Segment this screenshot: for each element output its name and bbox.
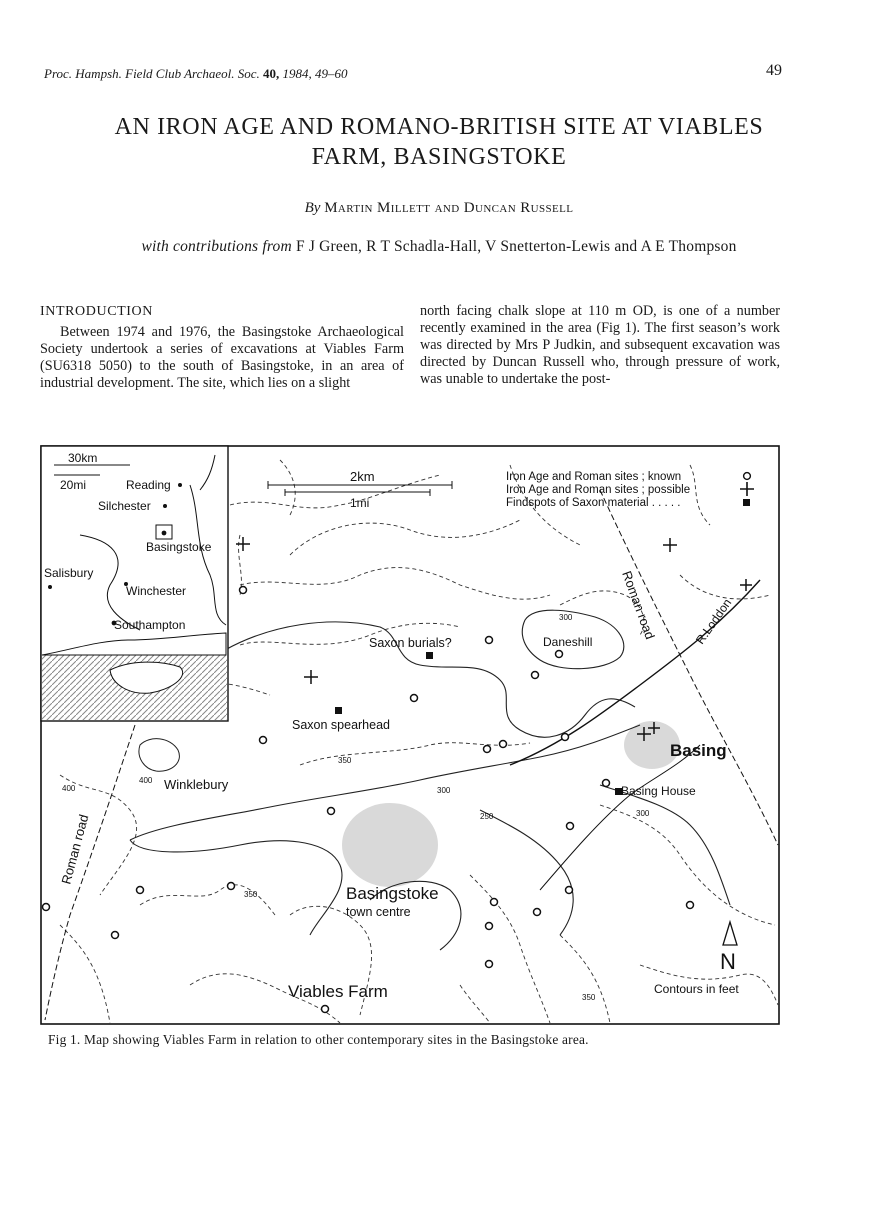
river-tributary (540, 745, 700, 890)
text-column-left (40, 303, 404, 392)
authors: Martin Millett and Duncan Russell (324, 200, 574, 216)
label-daneshill: Daneshill (543, 635, 593, 649)
label-basing-house: Basing House (621, 784, 696, 798)
contributors-line (40, 238, 838, 256)
legend-possible: Iron Age and Roman sites ; possible (506, 484, 691, 496)
north-label: N (720, 949, 736, 974)
scale-mi: 1mi (350, 496, 370, 510)
inset-place-salisbury: Salisbury (44, 566, 94, 580)
figure-caption: Fig 1. Map showing Viables Farm in relation to other contemporary sites in the Basingstoke area. (48, 1032, 589, 1047)
byline-by: By (304, 200, 321, 216)
contour-value: 300 (636, 809, 650, 818)
legend-saxon-symbol (743, 499, 750, 506)
contour-value: 350 (338, 756, 352, 765)
label-basingstoke: Basingstoke (346, 884, 439, 903)
inset-scale-km: 30km (68, 451, 98, 465)
label-roman-road-ne: Roman road (619, 568, 658, 642)
intro-paragraph-right: north facing chalk slope at 110 m OD, is one of a number recently examined in the area (Fig 1). The first season’s work was directed by Mrs P Judkin, and subsequent excavation was directed by Duncan Russell who, through pressure of work, was unable to undertake the post- (420, 303, 780, 387)
title-line-2: FARM, BASINGSTOKE (311, 144, 567, 170)
winklebury-contour (139, 739, 179, 772)
inset-place-silchester: Silchester (98, 499, 151, 513)
section-heading: INTRODUCTION (40, 304, 153, 319)
legend-possible-symbol (740, 482, 754, 496)
years-pages: 1984, 49–60 (282, 66, 348, 81)
saxon-spearhead-marker (335, 707, 342, 714)
contour-value: 400 (62, 784, 76, 793)
contour-value: 350 (582, 993, 596, 1002)
byline (0, 200, 878, 217)
label-winklebury: Winklebury (164, 777, 229, 792)
inset-place-basingstoke: Basingstoke (146, 540, 212, 554)
scale-km: 2km (350, 469, 375, 484)
contributors: F J Green, R T Schadla-Hall, V Snetterton-Lewis and A E Thompson (295, 238, 737, 255)
possible-sites (236, 537, 752, 741)
contour-value: 250 (480, 812, 494, 821)
label-saxon-spearhead: Saxon spearhead (292, 718, 390, 732)
running-head (44, 66, 348, 82)
north-arrow (720, 922, 737, 974)
legend-known: Iron Age and Roman sites ; known (506, 471, 682, 483)
label-contours: Contours in feet (654, 982, 739, 996)
inset-map (41, 446, 228, 721)
text-column-right (420, 303, 780, 388)
map-legend (506, 471, 754, 509)
legend-known-symbol (744, 473, 751, 480)
contour-value: 400 (139, 776, 153, 785)
page-number: 49 (766, 62, 782, 79)
label-town-centre: town centre (346, 905, 411, 919)
basingstoke-shading (342, 803, 438, 887)
inset-place-southampton: Southampton (114, 618, 186, 632)
label-basing: Basing (670, 741, 727, 760)
label-viables-farm: Viables Farm (288, 982, 388, 1001)
journal-name: Proc. Hampsh. Field Club Archaeol. Soc. (44, 66, 260, 81)
scale-bar (268, 469, 452, 510)
label-r-loddon: R.Loddon (692, 596, 735, 647)
roman-road-w (45, 725, 135, 1020)
inset-place-reading: Reading (126, 478, 171, 492)
label-roman-road-w: Roman road (58, 812, 92, 886)
intro-paragraph-left: Between 1974 and 1976, the Basingstoke Archaeological Society undertook a series of excavations at Viables Farm (SU6318 5050) to the south of Basingstoke, in an area of industrial development. The site, which lies on a slight (40, 324, 404, 391)
volume: 40, (263, 66, 280, 81)
contour-value: 300 (559, 613, 573, 622)
label-saxon-burials: Saxon burials? (369, 636, 452, 650)
contour-value: 350 (244, 890, 258, 899)
inset-scale-mi: 20mi (60, 478, 87, 492)
saxon-burials-marker (426, 652, 433, 659)
article-title (40, 112, 838, 172)
inset-place-winchester: Winchester (126, 584, 187, 598)
contour-value: 300 (437, 786, 451, 795)
legend-saxon: Findspots of Saxon material . . . . . (506, 497, 681, 509)
location-map (40, 445, 780, 1025)
title-line-1: AN IRON AGE AND ROMANO-BRITISH SITE AT VIABLES (114, 114, 764, 140)
contributors-prefix: with contributions from (141, 238, 292, 255)
